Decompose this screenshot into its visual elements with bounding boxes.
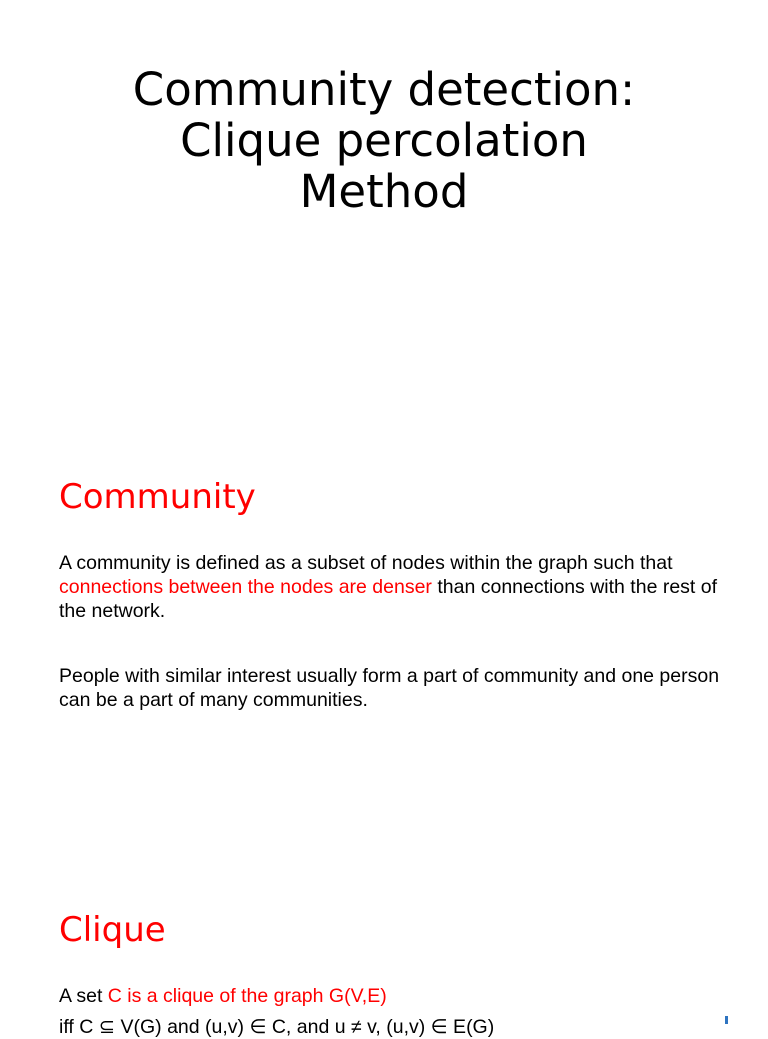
title-slide-heading: [0, 64, 768, 217]
community-definition-paragraph: [59, 551, 739, 623]
community-definition-text-start: A community is defined as a subset of nodes within the graph such that: [59, 552, 673, 574]
clique-definition-line: [59, 984, 739, 1008]
community-definition-text-end: than connections with the rest of the network.: [59, 576, 718, 622]
community-heading: Community: [59, 477, 256, 517]
title-line-2: Clique percolation: [180, 114, 588, 167]
clique-definition-highlight: C is a clique of the graph G(V,E): [107, 985, 387, 1007]
clique-definition-text-start: A set: [59, 985, 108, 1007]
community-definition-highlight: connections between the nodes are denser: [59, 576, 432, 598]
clique-heading: Clique: [59, 910, 166, 950]
title-line-3: Method: [299, 165, 469, 218]
blue-cursor-mark: [725, 1016, 728, 1024]
clique-condition-text: iff C ⊆ V(G) and (u,v) ∈ C, and u ≠ v, (u,v) ∈ E(G): [59, 1016, 495, 1038]
clique-condition-line: [59, 1010, 759, 1038]
community-interest-paragraph: People with similar interest usually form a part of community and one person can be a part of many communities.: [59, 665, 720, 711]
title-line-1: Community detection:: [132, 63, 636, 116]
